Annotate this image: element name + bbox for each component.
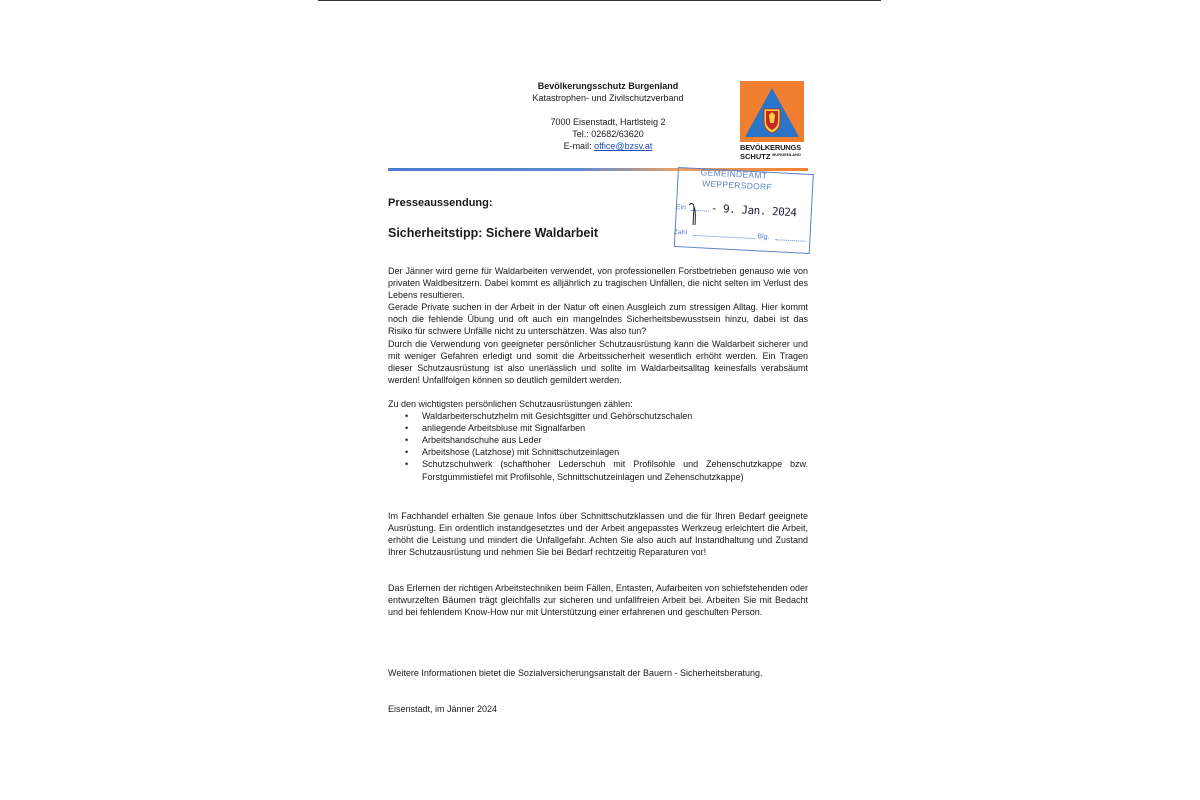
press-release-label: Presseaussendung: xyxy=(388,197,493,209)
paragraph-intro-3: Durch die Verwendung von geeigneter persönlicher Schutzausrüstung kann die Waldarbeit sicherer und mit weniger Gefahren erledigt und somit die Arbeitssicherheit wesentlich erhöht werden. Ein Tragen dieser Schutzausrüstung ist also unerlässlich und sollte im Waldarbeitsalltag keinesfalls verabsäumt werden! Unfallfolgen können so deutlich gemildert werden. xyxy=(388,338,808,385)
stamp-blg-label: Blg. xyxy=(757,233,770,241)
stamp-date: - 9. Jan. 2024 xyxy=(710,201,797,220)
paragraph-info: Weitere Informationen bietet die Sozialversicherungsanstalt der Bauern - Sicherheitsberatung. xyxy=(388,668,763,678)
initials-signature-icon xyxy=(687,201,699,227)
org-subtitle: Katastrophen- und Zivilschutzverband xyxy=(532,93,684,103)
list-item: • Schutzschuhwerk (schafthoher Lederschuh mit Profilsohle und Zehenschutzkappe bzw. Forstgummistiefel mit Profilsohle, Schnittschutzeinlagen und Zehenschutzkappe) xyxy=(422,458,808,482)
logo-emblem xyxy=(740,81,804,142)
stamp-line1: GEMEINDEAMT xyxy=(700,167,768,181)
org-address: 7000 Eisenstadt, Hartlsteig 2 xyxy=(550,117,666,127)
list-item: • Arbeitshose (Latzhose) mit Schnittschutzeinlagen xyxy=(422,446,808,458)
list-intro: Zu den wichtigsten persönlichen Schutzausrüstungen zählen: xyxy=(388,399,633,409)
paragraph-techniken: Das Erlernen der richtigen Arbeitstechniken beim Fällen, Entasten, Aufarbeiten von schiefstehenden oder entwurzelten Bäumen trägt gleichfalls zur sicheren und unfallfreien Arbeit bei. Arbeiten Sie mit Bedacht und bei fehlendem Know-How nur mit Unterstützung einer erfahrenen und geschulten Person. xyxy=(388,583,808,618)
list-item: • Arbeitshandschuhe aus Leder xyxy=(422,434,808,446)
equipment-list xyxy=(388,410,808,483)
email-link[interactable]: office@bzsv.at xyxy=(594,141,653,151)
stamp-line2: WEPPERSDORF xyxy=(701,178,773,192)
org-name: Bevölkerungsschutz Burgenland xyxy=(537,81,679,91)
logo-text-line2: SCHUTZ $^{BURGENLAND}$ xyxy=(740,152,801,161)
page-title: Sicherheitstipp: Sichere Waldarbeit xyxy=(388,226,599,240)
paragraph-intro-2: Gerade Private suchen in der Arbeit in der Natur oft einen Ausgleich zum stressigen Alltag. Hier kommt noch die fehlende Übung und oft auch ein mangelndes Sicherheitsbewusstsein hinzu, dabei ist das Risiko für schwere Unfälle nicht zu unterschätzen. Was also tun? xyxy=(388,302,808,337)
paragraph-fachhandel: Im Fachhandel erhalten Sie genaue Infos über Schnittschutzklassen und die für Ihren Bedarf geeignete Ausrüstung. Ein ordentlich instandgesetztes und der Arbeit angepasstes Werkzeug erleichtert die Arbeit, erhöht die Leistung und mindert die Unfallgefahr. Achten Sie also auch auf Instandhaltung und Zustand Ihrer Schutzausrüstung und nehmen Sie bei Bedarf rechtzeitig Reparaturen vor! xyxy=(388,511,808,558)
closing-line: Eisenstadt, im Jänner 2024 xyxy=(388,704,498,714)
bevoelkerungsschutz-logo xyxy=(740,81,804,166)
document-page xyxy=(318,1,881,800)
letterhead xyxy=(508,80,708,152)
logo-text-small: BURGENLAND xyxy=(772,152,801,157)
org-phone: Tel.: 02682/63620 xyxy=(572,129,644,139)
email-label: E-mail: xyxy=(563,141,595,151)
stamp-ein-label: Ein xyxy=(675,203,687,212)
equipment-section xyxy=(388,398,808,483)
stamp-zahl-label: Zahl xyxy=(673,228,688,237)
org-email-line xyxy=(508,140,708,152)
paragraph-intro: Der Jänner wird gerne für Waldarbeiten verwendet, von professionellen Forstbetrieben genauso wie von privaten Waldbesitzern. Dabei kommt es alljährlich zu tragischen Unfällen, die nicht selten im Verlust des Lebens resultieren. xyxy=(388,266,808,301)
triangle-crest-icon xyxy=(740,81,804,142)
list-item: • anliegende Arbeitsbluse mit Signalfarben xyxy=(422,422,808,434)
intro-paragraphs xyxy=(388,265,808,386)
list-item: • Waldarbeiterschutzhelm mit Gesichtsgitter und Gehörschutzschalen xyxy=(422,410,808,422)
logo-text-line1: BEVÖLKERUNGS xyxy=(740,143,801,152)
